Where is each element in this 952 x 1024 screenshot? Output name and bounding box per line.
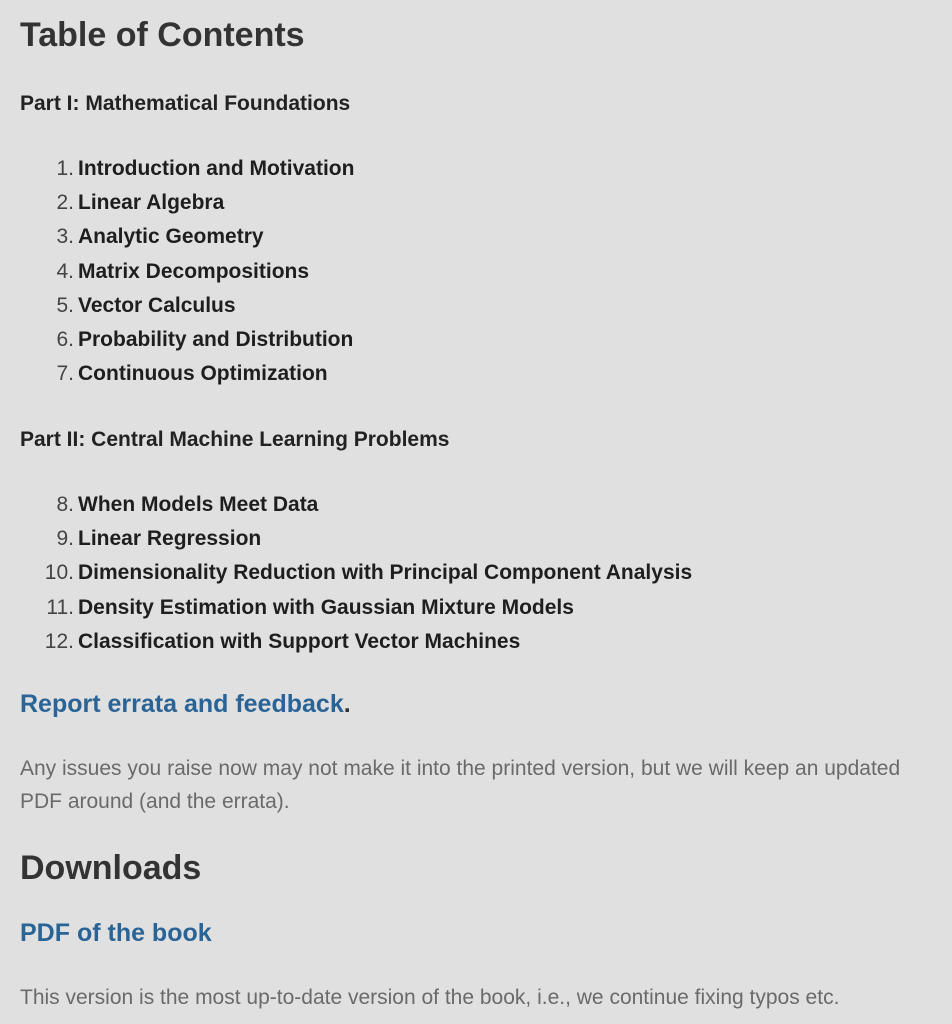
chapter-item[interactable] xyxy=(0,260,354,294)
chapter-number: 8. xyxy=(56,493,74,516)
chapter-item[interactable] xyxy=(0,561,692,595)
chapter-title[interactable]: Introduction and Motivation xyxy=(78,157,355,180)
chapter-item[interactable] xyxy=(0,225,354,259)
chapter-title[interactable]: Continuous Optimization xyxy=(78,362,328,386)
chapter-item[interactable] xyxy=(0,362,354,396)
errata-note: Any issues you raise now may not make it into the printed version, but we will keep an updated PDF around (and the errata). xyxy=(20,757,901,813)
chapter-number: 11. xyxy=(46,595,74,619)
part-2-title: Part II: Central Machine Learning Problems xyxy=(20,428,450,451)
part-1-title: Part I: Mathematical Foundations xyxy=(20,92,351,115)
report-errata-link[interactable]: Report errata and feedback xyxy=(20,690,344,718)
chapter-title[interactable]: Probability and Distribution xyxy=(78,327,354,351)
chapter-item[interactable] xyxy=(0,294,354,328)
toc-title: Table of Contents xyxy=(20,16,305,54)
chapter-number: 3. xyxy=(56,225,74,249)
chapter-number: 6. xyxy=(56,327,74,351)
errata-trailing-period: . xyxy=(343,690,351,718)
chapter-number: 12. xyxy=(44,629,74,653)
chapter-item[interactable] xyxy=(0,493,692,527)
chapter-item[interactable] xyxy=(0,527,692,561)
chapter-number: 1. xyxy=(56,157,74,180)
downloads-title: Downloads xyxy=(20,849,202,887)
pdf-of-book-link[interactable]: PDF of the book xyxy=(20,919,212,947)
chapter-number: 10. xyxy=(44,561,74,585)
errata-heading xyxy=(20,692,351,717)
chapter-title[interactable]: Linear Algebra xyxy=(78,191,225,215)
chapter-title[interactable]: Analytic Geometry xyxy=(78,225,264,249)
chapter-item[interactable] xyxy=(0,191,354,225)
chapter-number: 5. xyxy=(56,293,74,317)
chapter-number: 9. xyxy=(56,527,74,551)
chapter-number: 7. xyxy=(56,362,74,386)
chapter-title[interactable]: Matrix Decompositions xyxy=(78,259,310,283)
chapter-item[interactable] xyxy=(0,596,692,630)
chapter-number: 4. xyxy=(56,259,74,283)
chapter-title[interactable]: Density Estimation with Gaussian Mixture Models xyxy=(78,595,574,619)
chapter-title[interactable]: Linear Regression xyxy=(78,527,262,551)
chapter-title[interactable]: Vector Calculus xyxy=(78,293,236,317)
chapter-title[interactable]: Classification with Support Vector Machines xyxy=(78,629,521,653)
part-2-chapter-list xyxy=(0,493,692,664)
chapter-item[interactable] xyxy=(0,630,692,664)
chapter-number: 2. xyxy=(56,191,74,215)
chapter-title[interactable]: Dimensionality Reduction with Principal Component Analysis xyxy=(78,561,693,585)
chapter-item[interactable] xyxy=(0,157,354,191)
chapter-item[interactable] xyxy=(0,328,354,362)
pdf-note: This version is the most up-to-date version of the book, i.e., we continue fixing typos etc. xyxy=(20,986,840,1009)
pdf-heading xyxy=(20,921,212,946)
part-1-chapter-list xyxy=(0,157,354,396)
chapter-title[interactable]: When Models Meet Data xyxy=(78,493,319,516)
